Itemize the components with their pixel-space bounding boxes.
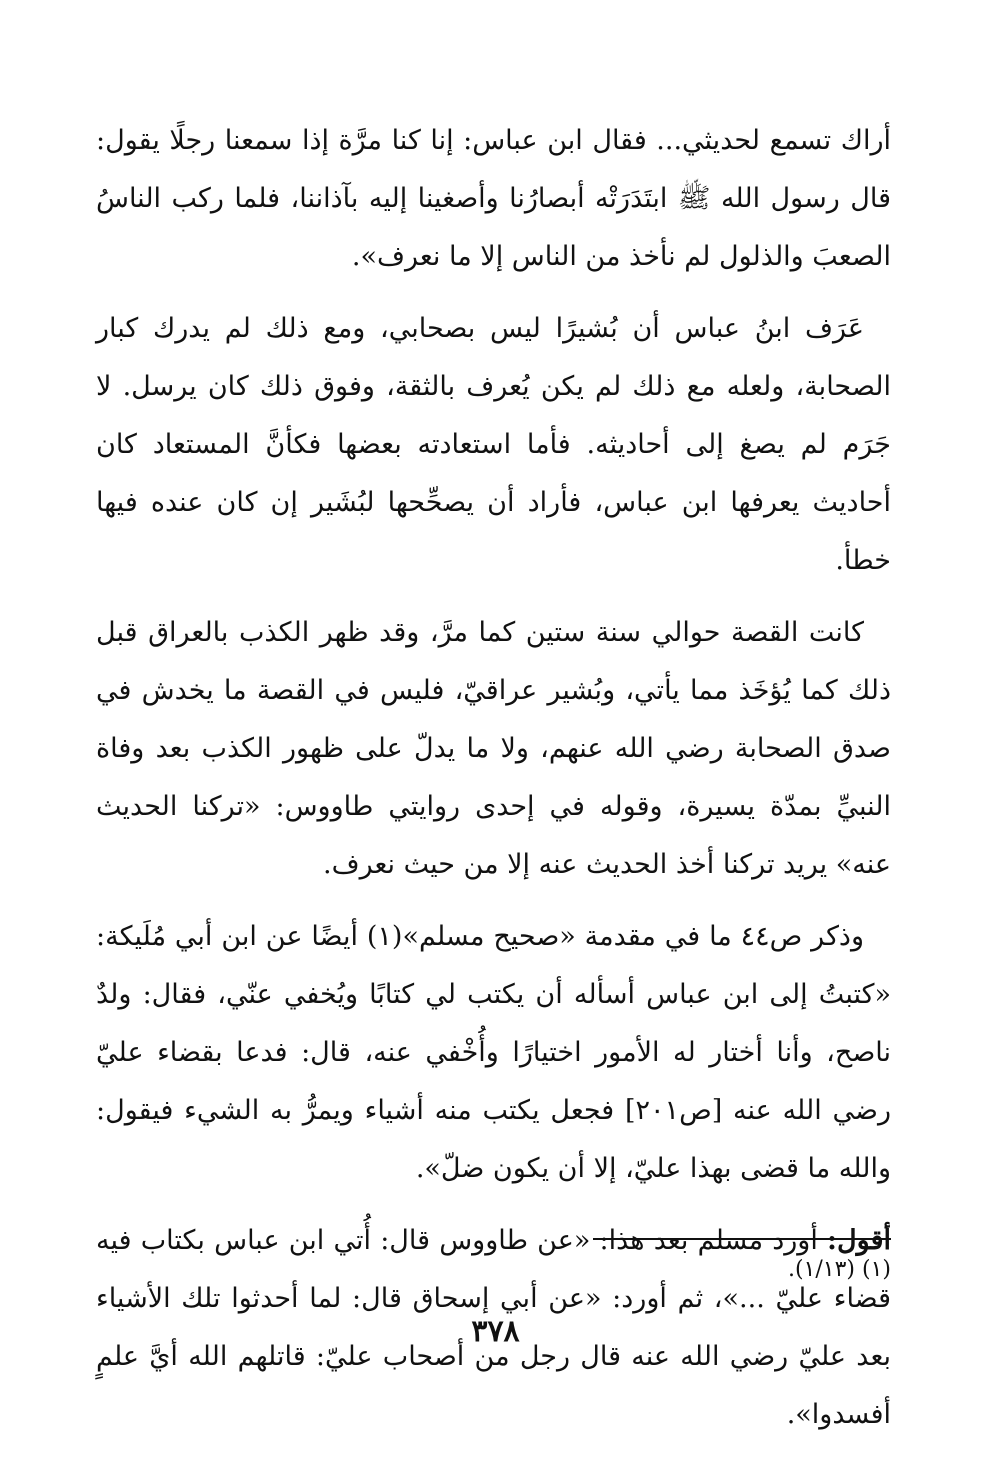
main-text xyxy=(96,112,891,1458)
footnote: (١) (١/١٣). xyxy=(787,1257,891,1282)
paragraph-4: وذكر ص٤٤ ما في مقدمة «صحيح مسلم»(١) أيضًا عن ابن أبي مُلَيكة: «كتبتُ إلى ابن عباس أسأله أن يكتب لي كتابًا ويُخفي عنّي، فقال: ولدٌ ناصح، وأنا أختار له الأمور اختيارًا وأُخْفي عنه، قال: فدعا بقضاء عليّ رضي الله عنه [ص٢٠١] فجعل يكتب منه أشياء ويمرُّ به الشيء فيقول: والله ما قضى بهذا عليّ، إلا أن يكون ضلّ». xyxy=(96,921,891,1184)
page-number: ٣٧٨ xyxy=(471,1314,520,1349)
footnote-divider xyxy=(593,1238,891,1240)
paragraph-3: كانت القصة حوالي سنة ستين كما مرَّ، وقد ظهر الكذب بالعراق قبل ذلك كما يُؤخَذ مما يأتي، وبُشير عراقيّ، فليس في القصة ما يخدش في صدق الصحابة رضي الله عنهم، ولا ما يدلّ على ظهور الكذب بعد وفاة النبيِّ بمدّة يسيرة، وقوله في إحدى روايتي طاووس: «تركنا الحديث عنه» يريد تركنا أخذ الحديث عنه إلا من حيث نعرف. xyxy=(96,617,891,880)
paragraph-2: عَرَف ابنُ عباس أن بُشيرًا ليس بصحابي، ومع ذلك لم يدرك كبار الصحابة، ولعله مع ذلك لم يكن يُعرف بالثقة، وفوق ذلك كان يرسل. لا جَرَم لم يصغ إلى أحاديثه. فأما استعادته بعضها فكأنَّ المستعاد كان أحاديث يعرفها ابن عباس، فأراد أن يصحِّحها لبُشَير إن كان عنده فيها خطأ. xyxy=(96,313,891,576)
paragraph-5-body: أورد مسلم بعد هذا: «عن طاووس قال: أُتي ابن عباس بكتاب فيه قضاء عليّ ...»، ثم أورد: «عن أبي إسحاق قال: لما أحدثوا تلك الأشياء بعد عليّ رضي الله عنه قال رجل من أصحاب عليّ: قاتلهم الله أيَّ علمٍ أفسدوا». xyxy=(96,1225,891,1430)
paragraph-1: أراك تسمع لحديثي... فقال ابن عباس: إنا كنا مرَّة إذا سمعنا رجلًا يقول: قال رسول الله ﷺ ابتَدَرَتْه أبصارُنا وأصغينا إليه بآذاننا، فلما ركب الناسُ الصعبَ والذلول لم نأخذ من الناس إلا ما نعرف». xyxy=(96,125,891,272)
paragraph-5-lead: أقول: xyxy=(827,1225,891,1256)
